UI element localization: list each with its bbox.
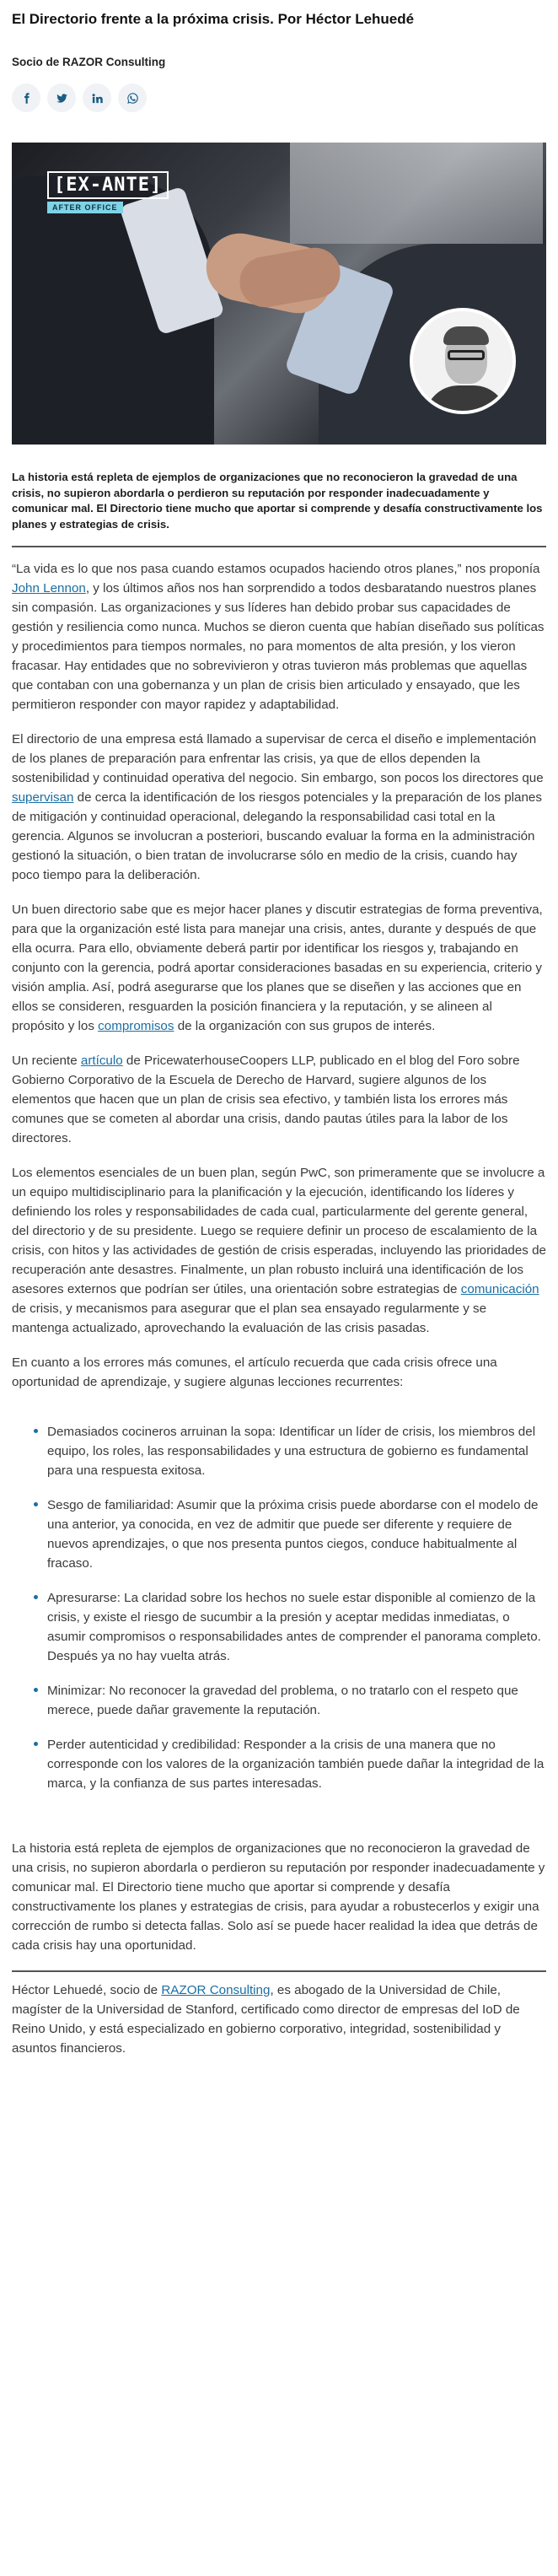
article-title: El Directorio frente a la próxima crisis. Por Héctor Lehuedé xyxy=(12,11,415,27)
author-portrait xyxy=(410,308,516,414)
paragraph: “La vida es lo que nos pasa cuando estamos ocupados haciendo otros planes,” nos proponía John Lennon, y los últimos años nos han sorprendido a todos desbaratando nuestros planes sin compasión. Las organizaciones y sus líderes han debido probar sus capacidades de gestión y resiliencia como nunca. Muchos se dieron cuenta que habían diseñado sus políticas y procedimientos para tiempos normales, no para momentos de alta presión, y los vieron fracasar. Hay entidades que no sobrevivieron y otras tuvieron más problemas que aquellas que contaban con una gobernanza y un plan de crisis bien articulado y ensayado, que les permitieron responder con mayor rapidez y adaptabilidad. xyxy=(12,562,545,712)
share-bar xyxy=(12,84,546,112)
link-articulo[interactable]: artículo xyxy=(80,1054,123,1068)
portrait-glasses xyxy=(448,350,485,360)
paragraph: Los elementos esenciales de un buen plan, según PwC, son primeramente que se involucre a un equipo multidisciplinario para la planificación y la ejecución, identificando los líderes y definiendo los roles y responsabilidades de cada cual, particularmente del gerente general, del directorio y de su presidente. Luego se requiere definir un proceso de escalamiento de la crisis, con hitos y las actividades de gestión de crisis esperadas, incluyendo las prioridades de recuperación ante desastres. Finalmente, un plan robusto incluirá una identificación de los asesores externos que podrían ser útiles, una orientación sobre estrategias de comunicación de crisis, y mecanismos para asegurar que el plan sea ensayado regularmente y se mantenga actualizado, aprovechando la evaluación de las crisis pasadas. xyxy=(12,1166,546,1335)
portrait-hair xyxy=(443,326,489,345)
ex-ante-logo: [EX-ANTE] xyxy=(47,171,169,199)
portrait-body xyxy=(425,385,507,414)
author-byline: Socio de RAZOR Consulting xyxy=(12,56,166,68)
paragraph: En cuanto a los errores más comunes, el artículo recuerda que cada crisis ofrece una oportunidad de aprendizaje, y sugiere algunas lecciones recurrentes: xyxy=(12,1355,497,1389)
link-comunicacion[interactable]: comunicación xyxy=(460,1282,539,1296)
paragraph: Un buen directorio sabe que es mejor hacer planes y discutir estrategias de forma preventiva, para que la organización esté lista para manejar una crisis, antes, durante y después de que ella ocurra. Para ello, obviamente deberá partir por identificar los riesgos y, trabajando en conjunto con la gerencia, podrá aportar consideraciones basadas en su experiencia, criterio y visión amplia. Así, podrá asegurarse que los planes que se diseñen y las acciones que en ellos se consideren, resguarden la posición financiera y la reputación, y se alineen al propósito y los compromisos de la organización con sus grupos de interés. xyxy=(12,903,543,1033)
twitter-icon xyxy=(56,92,68,105)
share-twitter-button[interactable] xyxy=(47,84,76,112)
list-item: Demasiados cocineros arruinan la sopa: Identificar un líder de crisis, los miembros del equipo, los roles, las responsabilidades y una estructura de gobierno es fundamental para una respuesta exitosa. xyxy=(22,1422,546,1480)
list-item: Perder autenticidad y credibilidad: Responder a la crisis de una manera que no corresponde con los valores de la organización también puede dañar la integridad de la marca, y la confianza de sus partes interesadas. xyxy=(22,1735,546,1793)
share-whatsapp-button[interactable] xyxy=(118,84,147,112)
share-facebook-button[interactable] xyxy=(12,84,40,112)
list-item: Sesgo de familiaridad: Asumir que la próxima crisis puede abordarse con el modelo de una anterior, ya conocida, en vez de admitir que puede ser diferente y requiere de nuevos aprendizajes, o que nos presenta puntos ciegos, conduce habitualmente al fracaso. xyxy=(22,1495,546,1573)
after-office-badge: AFTER OFFICE xyxy=(47,202,123,213)
hero-image xyxy=(12,143,546,445)
author-bio: Héctor Lehuedé, socio de RAZOR Consulting, es abogado de la Universidad de Chile, magíster de la Universidad de Stanford, certificado como director de empresas del IoD de Reino Unido, y está especializado en gobierno corporativo, integridad, sostenibilidad y asuntos financieros. xyxy=(12,1970,546,2058)
link-compromisos[interactable]: compromisos xyxy=(98,1019,174,1033)
paragraph: Un reciente artículo de PricewaterhouseCoopers LLP, publicado en el blog del Foro sobre Gobierno Corporativo de la Escuela de Derecho de Harvard, sugiere algunos de los elementos que hacen que un plan de crisis sea efectivo, y también lista los errores más comunes que se cometen al abordar una crisis, dando pautas útiles para la labor de los directores. xyxy=(12,1054,520,1145)
article-body xyxy=(12,559,546,1955)
article-lead: La historia está repleta de ejemplos de organizaciones que no reconocieron la gravedad de una crisis, no supieron abordarla o perdieron su reputación por responder inadecuadamente y comunicar mal. El Directorio tiene mucho que aportar si comprende y desafía constructivamente los planes y estrategias de crisis. xyxy=(12,470,546,547)
link-razor-consulting[interactable]: RAZOR Consulting xyxy=(161,1983,271,1997)
linkedin-icon xyxy=(91,92,104,105)
paragraph: La historia está repleta de ejemplos de organizaciones que no reconocieron la gravedad de una crisis, no supieron abordarla o perdieron su reputación por responder inadecuadamente y comunicar mal. El Directorio tiene mucho que aportar si comprende y desafía constructivamente los planes y estrategias de crisis, para ayudar a robustecerlos y exigir una corrección de rumbo si detecta fallas. Solo así se puede hacer realidad la idea que detrás de cada crisis hay una oportunidad. xyxy=(12,1841,545,1953)
link-john-lennon[interactable]: John Lennon xyxy=(12,581,86,595)
list-item: Minimizar: No reconocer la gravedad del problema, o no tratarlo con el respeto que merece, puede dañar gravemente la reputación. xyxy=(22,1681,546,1720)
background-window xyxy=(290,143,543,244)
paragraph: El directorio de una empresa está llamado a supervisar de cerca el diseño e implementación de los planes de preparación para enfrentar las crisis, ya que de ellos dependen la sostenibilidad y continuidad operativa del negocio. Sin embargo, son pocos los directores que supervisan de cerca la identificación de los riesgos potenciales y la preparación de los planes de mitigación y continuidad operacional, delegando la responsabilidad casi total en la gerencia. Algunos se involucran a posteriori, buscando evaluar la forma en la administración gestionó la situación, o bien tratan de involucrarse sólo en medio de la crisis, cuando hay poco tiempo para la deliberación. xyxy=(12,732,544,882)
whatsapp-icon xyxy=(126,92,139,105)
facebook-icon xyxy=(20,92,33,105)
share-linkedin-button[interactable] xyxy=(83,84,111,112)
list-item: Apresurarse: La claridad sobre los hechos no suele estar disponible al comienzo de la crisis, y existe el riesgo de sucumbir a la presión y aceptar medidas inmediatas, o asumir compromisos o responsabilidades antes de comprender el panorama completo. Después ya no hay vuelta atrás. xyxy=(22,1588,546,1666)
lessons-list xyxy=(12,1422,546,1824)
link-supervisan[interactable]: supervisan xyxy=(12,790,74,805)
